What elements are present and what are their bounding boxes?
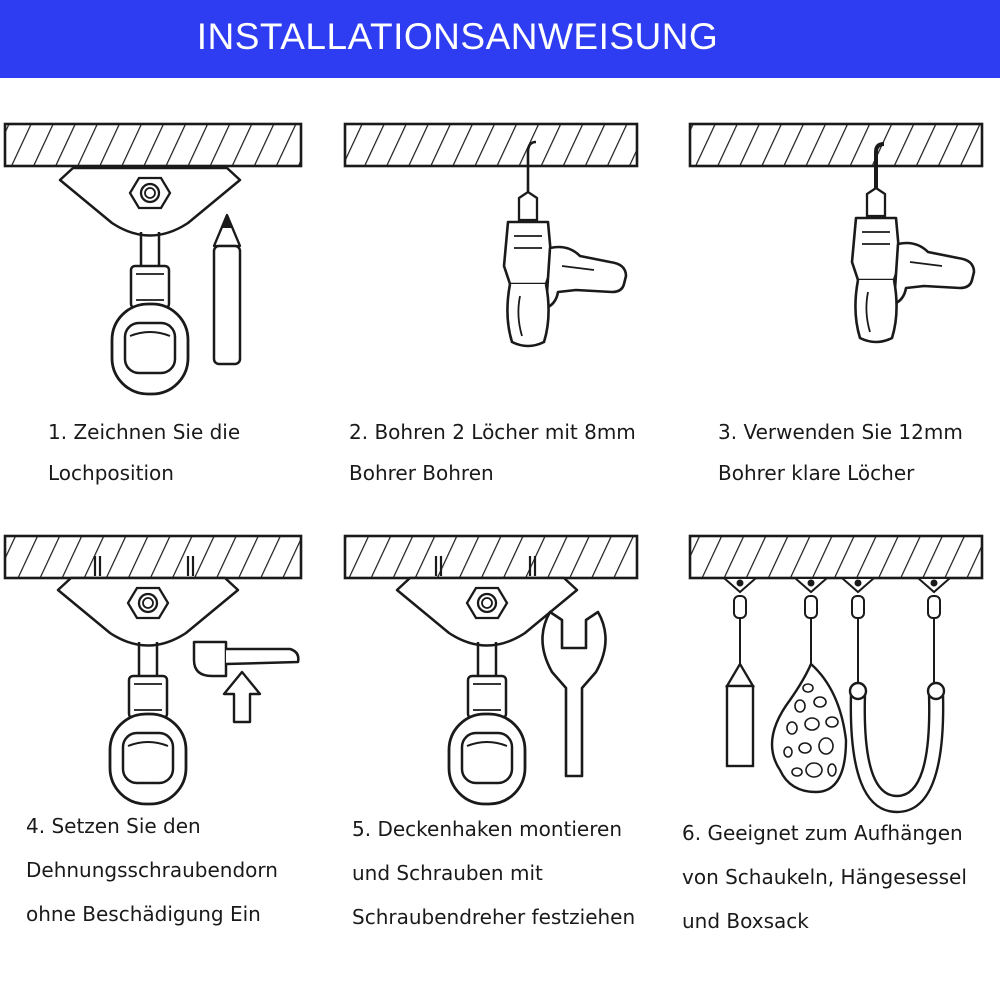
ceiling-slab [345, 124, 637, 166]
page-title: INSTALLATIONSANWEISUNG [196, 16, 719, 57]
arrow-up-icon [224, 672, 260, 722]
step-6-caption: 6. Geeignet zum Aufhängen von Schaukeln, Hängesessel und Boxsack [682, 821, 967, 933]
step-3-caption: 3. Verwenden Sie 12mm Bohrer klare Löcher [718, 420, 963, 485]
ceiling-slab [5, 536, 301, 578]
pencil-icon [214, 215, 240, 364]
step-2-caption: 2. Bohren 2 Löcher mit 8mm Bohrer Bohren [349, 420, 636, 485]
ceiling-slab [690, 124, 982, 166]
boxing-bag-icon [727, 618, 753, 766]
ceiling-slab [5, 124, 301, 166]
step-1-illustration [5, 124, 301, 394]
swing-icon [850, 618, 944, 812]
hammer-icon [194, 642, 298, 676]
step-3-illustration [690, 124, 982, 342]
step-4-caption: 4. Setzen Sie den Dehnungsschraubendorn ohne Beschädigung Ein [26, 814, 278, 926]
step-4-illustration [5, 536, 301, 804]
hanging-chair-icon [772, 618, 846, 792]
ceiling-slab [690, 536, 982, 578]
step-1-caption: 1. Zeichnen Sie die Lochposition [48, 420, 241, 485]
step-6-illustration [690, 536, 982, 812]
step-5-illustration [345, 536, 637, 804]
drill-icon [504, 192, 626, 346]
step-2-illustration [345, 124, 637, 346]
wrench-icon [542, 612, 605, 776]
drill-icon [852, 188, 974, 342]
step-5-caption: 5. Deckenhaken montieren und Schrauben mit Schraubendreher festziehen [352, 817, 636, 929]
ceiling-slab [345, 536, 637, 578]
ceiling-mount-bracket [58, 578, 238, 804]
